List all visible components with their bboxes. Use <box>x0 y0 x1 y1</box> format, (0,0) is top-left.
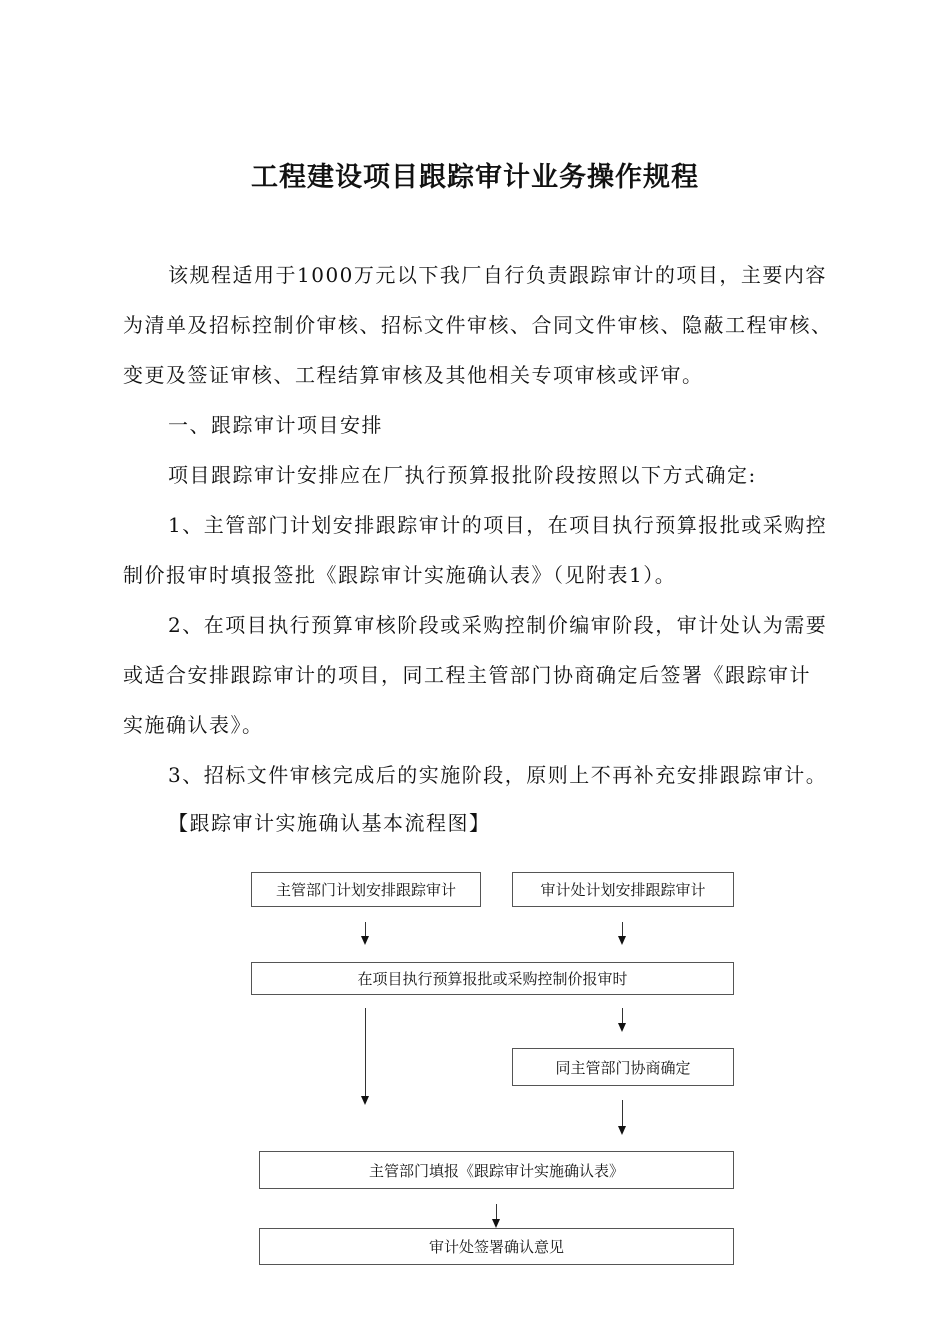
arrow-down-icon <box>361 936 369 945</box>
box-audit-plan: 审计处计划安排跟踪审计 <box>512 872 734 907</box>
intro-paragraph <box>123 250 868 400</box>
connector-line <box>365 1008 366 1096</box>
page-title: 工程建设项目跟踪审计业务操作规程 <box>251 162 699 193</box>
connector-line <box>365 922 366 936</box>
flowchart-caption: 【跟踪审计实施确认基本流程图】 <box>168 811 491 835</box>
intro-line: 变更及签证审核、工程结算审核及其他相关专项审核或评审。 <box>123 363 704 387</box>
arrow-down-icon <box>361 1096 369 1105</box>
arrow-down-icon <box>618 936 626 945</box>
connector-line <box>622 1100 623 1126</box>
intro-line: 为清单及招标控制价审核、招标文件审核、合同文件审核、隐蔽工程审核、 <box>123 313 833 337</box>
item-2: 2、在项目执行预算审核阶段或采购控制价编审阶段，审计处认为需要 或适合安排跟踪审计的项目，同工程主管部门协商确定后签署《跟踪审计 实施确认表》。 <box>123 613 828 737</box>
connector-line <box>622 1008 623 1023</box>
intro-line: 该规程适用于1000万元以下我厂自行负责跟踪审计的项目，主要内容 <box>168 263 827 287</box>
arrow-down-icon <box>492 1219 500 1228</box>
item-3: 3、招标文件审核完成后的实施阶段，原则上不再补充安排跟踪审计。 <box>168 763 828 787</box>
item-1: 1、主管部门计划安排跟踪审计的项目，在项目执行预算报批或采购控 制价报审时填报签批《跟踪审计实施确认表》（见附表1）。 <box>123 513 828 587</box>
box-budget: 在项目执行预算报批或采购控制价报审时 <box>251 962 734 995</box>
arrow-down-icon <box>618 1023 626 1032</box>
section-intro: 项目跟踪审计安排应在厂执行预算报批阶段按照以下方式确定: <box>168 463 757 487</box>
box-fill: 主管部门填报《跟踪审计实施确认表》 <box>259 1151 734 1189</box>
box-dept-plan: 主管部门计划安排跟踪审计 <box>251 872 481 907</box>
section-heading: 一、跟踪审计项目安排 <box>168 413 383 437</box>
arrow-down-icon <box>618 1126 626 1135</box>
connector-line <box>496 1204 497 1219</box>
box-sign: 审计处签署确认意见 <box>259 1228 734 1265</box>
connector-line <box>622 922 623 936</box>
box-consult: 同主管部门协商确定 <box>512 1048 734 1086</box>
